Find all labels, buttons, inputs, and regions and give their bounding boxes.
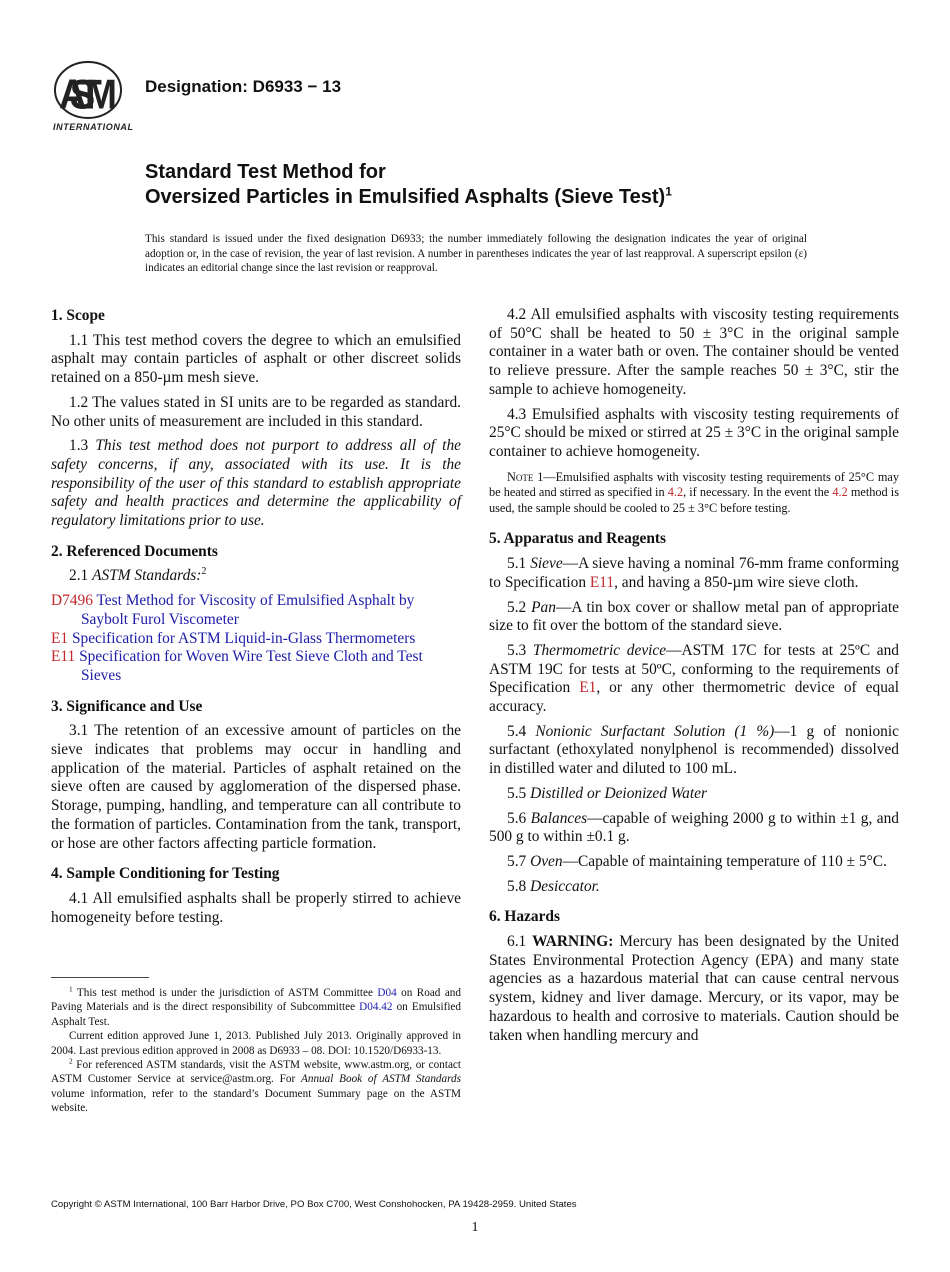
svg-text:ASTM: ASTM — [59, 71, 117, 119]
text: 3.1 The retention of an excessive amount of particles on the sieve indicates that problems may occur in handling and application of the material. Particles of asphalt retained on the sieve often are caused by agglomeration of the dispersed phase. Storage, pumping, handling, and temperature can all contribute to the formation of particles. Contamination from the tank, transport, or hose are other factors affecting particle formation. — [51, 722, 461, 852]
footnotes — [51, 986, 461, 1116]
section-heading — [489, 908, 899, 927]
text: 5.6 — [507, 809, 531, 827]
referenced-document — [51, 592, 461, 629]
document-link[interactable]: D04 — [377, 987, 397, 999]
text: 1—Emulsified asphalts with viscosity testing requirements of 25°C may be heated and stirred as specified in — [489, 469, 899, 500]
paragraph — [489, 878, 899, 897]
text: 1.3 — [69, 437, 96, 455]
text: 5.7 — [507, 852, 531, 870]
text: Nonionic Surfactant Solution (1 %) — [535, 722, 775, 740]
text: Annual Book of ASTM Standards — [301, 1073, 461, 1086]
text: —ASTM 17C for tests at 25ºC and ASTM 19C for tests at 50ºC, conforming to the requirements of Specification — [489, 641, 899, 697]
note — [489, 470, 899, 517]
text: 4.1 All emulsified asphalts shall be properly stirred to achieve homogeneity before testing. — [51, 889, 461, 926]
paragraph — [489, 406, 899, 462]
text: —capable of weighing 2000 g to within ±1 g, and 500 g to within ±0.1 g. — [489, 809, 899, 846]
svg-text:INTERNATIONAL: INTERNATIONAL — [53, 122, 133, 132]
paragraph — [489, 853, 899, 872]
text: 3. Significance and Use — [51, 697, 203, 715]
text: 5.4 — [507, 722, 536, 740]
text: —Capable of maintaining temperature of 110 ± 5°C. — [562, 852, 887, 870]
paragraph — [489, 810, 899, 847]
text: 5.2 — [507, 598, 532, 616]
text: This test method does not purport to address all of the safety concerns, if any, associated with its use. It is the responsibility of the user of this standard to establish appropriate safety and health practices and determine the applicability of regulatory limitations prior to use. — [51, 437, 461, 530]
text: Mercury has been designated by the United States Environmental Protection Agency (EPA) and many state agencies as a hazardous material that can cause central nervous system, kidney and liver damage. Mercury, or its vapor, may be hazardous to health and corrosive to materials. Caution should be taken when handling mercury and — [489, 933, 899, 1044]
text: 5.1 — [507, 555, 531, 573]
document-link[interactable]: Specification for Woven Wire Test Sieve Cloth and Test Sieves — [75, 648, 423, 684]
title-line-2 — [145, 185, 672, 210]
text: —A sieve having a nominal 76-mm frame conforming to Specification — [489, 555, 899, 591]
designation: Designation: D6933 − 13 — [145, 77, 342, 96]
document-link[interactable]: E1 — [579, 679, 597, 697]
paragraph — [51, 394, 461, 431]
text: 2.1 — [69, 567, 93, 585]
text: This test method is under the jurisdiction of ASTM Committee — [72, 987, 378, 999]
footnote-mark: 1 — [69, 985, 73, 994]
text: Pan — [531, 598, 556, 616]
document-link[interactable]: D04.42 — [359, 1001, 393, 1014]
text: 5.5 — [507, 784, 531, 802]
paragraph — [489, 306, 899, 400]
paragraph — [51, 437, 461, 531]
right-column — [489, 306, 899, 1051]
text: 2. Referenced Documents — [51, 542, 218, 560]
title-text: Oversized Particles in Emulsified Asphalts (Sieve Test) — [145, 186, 666, 208]
text: on Road and Paving Materials and is the direct responsibility of Subcommittee — [51, 987, 461, 1014]
paragraph — [489, 723, 899, 779]
title-line-1: Standard Test Method for — [145, 161, 386, 183]
footnote-mark: 2 — [201, 566, 207, 578]
document-link[interactable]: E1 — [51, 629, 69, 647]
referenced-document — [51, 630, 461, 649]
paragraph — [489, 785, 899, 804]
text: Desiccator. — [530, 877, 600, 895]
document-link[interactable]: E11 — [51, 648, 76, 666]
text: 4.2 All emulsified asphalts with viscosity testing requirements of 50°C shall be heated to 50 ± 3°C in the original sample container in a water bath or oven. The container should be vented to relieve pressure. After the sample reaches 50 ± 3°C, stir the sample to achieve homogeneity. — [489, 306, 899, 398]
left-column — [51, 307, 461, 933]
section-heading — [51, 698, 461, 717]
footnote — [51, 986, 461, 1029]
text: ASTM Standards: — [92, 567, 202, 585]
document-link[interactable]: D7496 — [51, 592, 93, 610]
text: , and having a 850-µm wire sieve cloth. — [614, 573, 859, 591]
text: Sieve — [530, 555, 563, 573]
paragraph — [51, 722, 461, 853]
text: 4.3 Emulsified asphalts with viscosity testing requirements of 25°C should be mixed or stirred at 25 ± 3°C in the original sample container to achieve homogeneity. — [489, 405, 899, 460]
text: Distilled or Deionized Water — [530, 784, 707, 802]
text: 6. Hazards — [489, 908, 560, 926]
paragraph — [489, 642, 899, 717]
document-link[interactable]: E11 — [589, 573, 615, 591]
text: For referenced ASTM standards, visit the ASTM website, www.astm.org, or contact ASTM Customer Service at service@astm.org. For — [51, 1059, 461, 1086]
text: 5. Apparatus and Reagents — [489, 530, 667, 548]
text: on Emulsified Asphalt Test. — [51, 1001, 461, 1028]
paragraph — [489, 933, 899, 1045]
text: Current edition approved June 1, 2013. Published July 2013. Originally approved in 2004. Last previous edition approved in 2008 as D6933 – 08. DOI: 10.1520/D6933-13. — [51, 1030, 461, 1057]
text: WARNING: — [532, 933, 614, 951]
footnote — [51, 1029, 461, 1058]
document-title — [145, 160, 672, 210]
copyright-notice: Copyright © ASTM International, 100 Barr Harbor Drive, PO Box C700, West Conshohocken, PA 19428-2959. United States — [51, 1199, 577, 1210]
paragraph — [51, 567, 461, 586]
document-link[interactable]: 4.2 — [832, 485, 848, 500]
text: 1.2 The values stated in SI units are to be regarded as standard. No other units of measurement are included in this standard. — [51, 393, 461, 430]
document-link[interactable]: 4.2 — [667, 485, 684, 500]
page-number: 1 — [471, 1220, 479, 1235]
section-heading — [51, 543, 461, 562]
title-footnote-mark: 1 — [665, 184, 672, 199]
text: 5.3 — [507, 641, 533, 659]
text: —A tin box cover or shallow metal pan of appropriate size to fit over the bottom of the standard sieve. — [489, 598, 899, 635]
text: 1.1 This test method covers the degree to which an emulsified asphalt may contain particles of asphalt or other discreet solids retained on a 850-µm mesh sieve. — [51, 331, 461, 387]
text: , if necessary. In the event the — [683, 485, 833, 500]
text: 4. Sample Conditioning for Testing — [51, 865, 280, 883]
section-heading — [489, 530, 899, 549]
section-heading — [51, 307, 461, 326]
section-heading — [51, 865, 461, 884]
footnote — [51, 1058, 461, 1116]
text: 6.1 — [507, 933, 533, 951]
paragraph — [489, 599, 899, 636]
text: Oven — [530, 852, 563, 870]
referenced-document — [51, 648, 461, 685]
text: Thermometric device — [532, 641, 667, 659]
text: Balances — [530, 809, 588, 827]
text: , or any other thermometric device of equal accuracy. — [489, 679, 899, 716]
footnote-divider — [51, 977, 149, 978]
document-link[interactable]: Test Method for Viscosity of Emulsified Asphalt by Saybolt Furol Viscometer — [81, 592, 415, 628]
astm-logo — [52, 58, 134, 132]
paragraph — [51, 890, 461, 927]
text: Note — [507, 469, 534, 484]
issuance-statement: This standard is issued under the fixed designation D6933; the number immediately following the designation indicates the year of original adoption or, in the case of revision, the year of last revision. A number in parentheses indicates the year of last reapproval. A superscript epsilon (ε) indicates an editorial change since the last revision or reapproval. — [145, 233, 807, 275]
paragraph — [51, 332, 461, 388]
text: —1 g of nonionic surfactant (ethoxylated nonylphenol is recommended) dissolved in distilled water and diluted to 100 mL. — [489, 722, 899, 778]
text: 5.8 — [507, 877, 531, 895]
document-link[interactable]: Specification for ASTM Liquid-in-Glass Thermometers — [68, 629, 416, 647]
footnote-mark: 2 — [69, 1057, 73, 1066]
paragraph — [489, 555, 899, 592]
text: volume information, refer to the standard’s Document Summary page on the ASTM website. — [51, 1087, 461, 1115]
text: method is used, the sample should be cooled to 25 ± 3°C before testing. — [489, 485, 899, 515]
text: 1. Scope — [51, 307, 105, 324]
